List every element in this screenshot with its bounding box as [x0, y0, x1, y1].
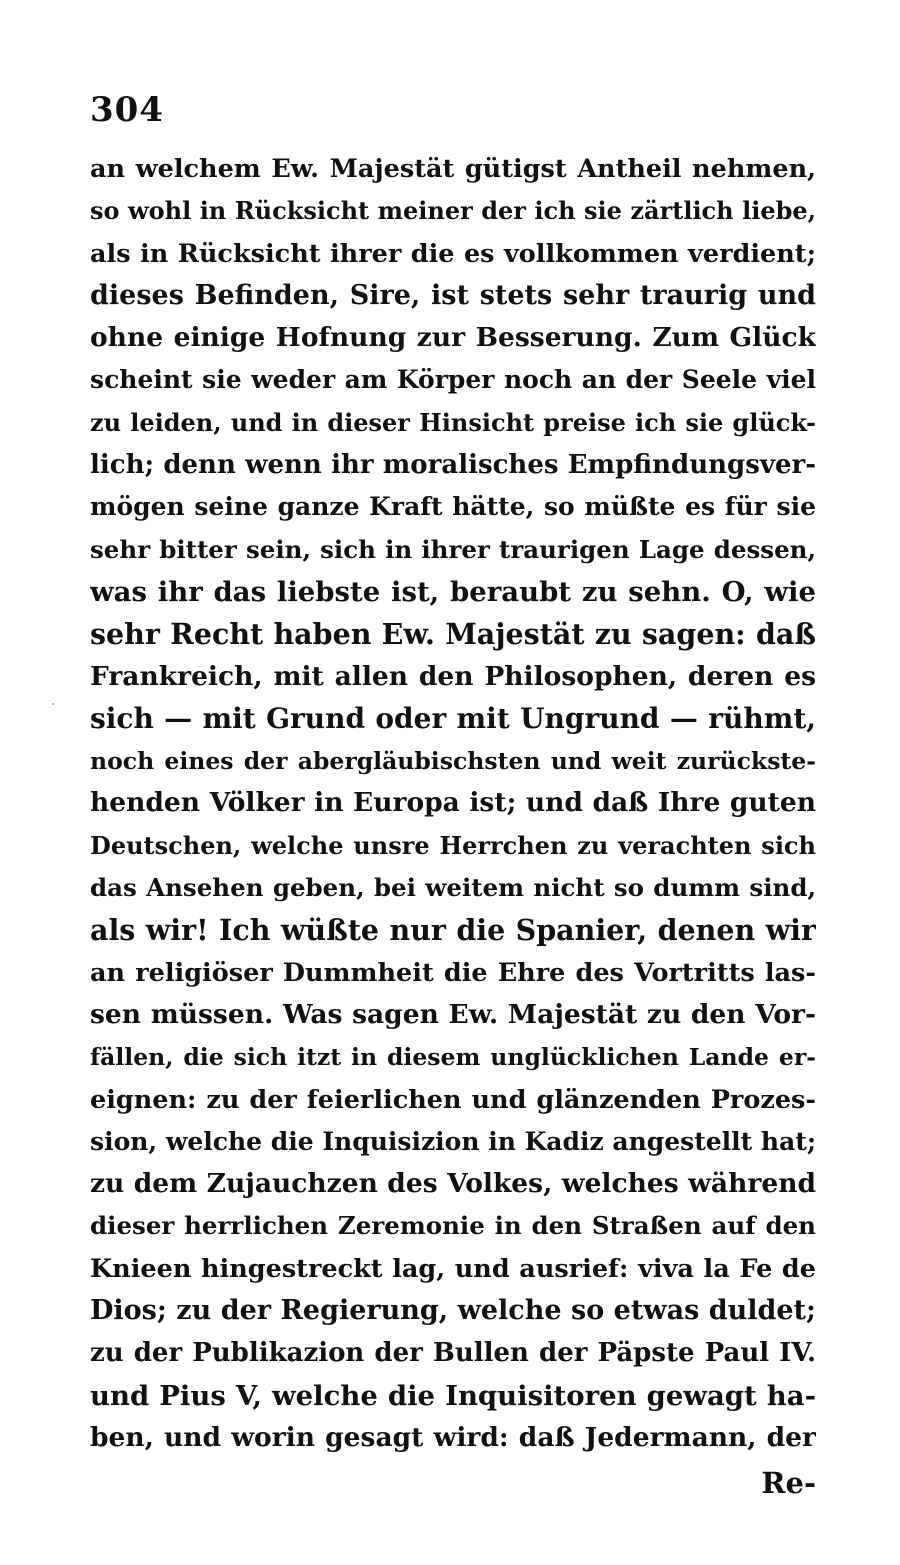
text-line: Deutschen, welche unsre Herrchen zu verachten sich [90, 830, 816, 860]
text-line: sehr Recht haben Ew. Majestät zu sagen: daß [90, 617, 816, 652]
text-line: ohne einige Hofnung zur Besserung. Zum Glück [90, 322, 816, 354]
text-line: Dios; zu der Regierung, welche so etwas duldet; [90, 1295, 816, 1327]
text-line: sen müssen. Was sagen Ew. Majestät zu den Vor- [90, 998, 816, 1030]
text-line: Frankreich, mit allen den Philosophen, deren es [90, 660, 816, 692]
text-line: sion, welche die Inquisizion in Kadiz angestellt hat; [90, 1126, 816, 1156]
text-line: scheint sie weder am Körper noch an der Seele viel [90, 365, 816, 395]
text-line: ben, und worin gesagt wird: daß Jedermann, der [90, 1421, 816, 1453]
text-line: zu dem Zujauchzen des Volkes, welches während [90, 1168, 816, 1200]
text-line: als in Rücksicht ihrer die es vollkommen verdient; [90, 238, 816, 269]
text-line: fällen, die sich itzt in diesem unglücklichen Lande er- [90, 1043, 816, 1072]
text-line: dieses Befinden, Sire, ist stets sehr traurig und [90, 279, 816, 311]
text-line: sich — mit Grund oder mit Ungrund — rühmt, [90, 701, 816, 735]
text-line: das Ansehen geben, bei weitem nicht so dumm sind, [90, 873, 816, 903]
body-text [90, 148, 816, 1459]
text-line: was ihr das liebste ist, beraubt zu sehn. O, wie [90, 575, 816, 608]
page-number: 304 [90, 90, 164, 130]
text-line: zu der Publikazion der Bullen der Päpste Paul IV. [90, 1338, 816, 1369]
text-line: mögen seine ganze Kraft hätte, so müßte es für sie [90, 492, 816, 522]
paper-speck [52, 703, 54, 705]
text-line: zu leiden, und in dieser Hinsicht preise ich sie glück- [90, 407, 816, 437]
text-line: lich; denn wenn ihr moralisches Empfindungsver- [90, 450, 816, 481]
catchword: Re- [761, 1466, 816, 1500]
text-line: als wir! Ich wüßte nur die Spanier, denen wir [90, 913, 816, 948]
text-line: an religiöser Dummheit die Ehre des Vortritts las- [90, 957, 816, 988]
text-line: dieser herrlichen Zeremonie in den Straßen auf den [90, 1211, 816, 1241]
text-line: eignen: zu der feierlichen und glänzenden Prozes- [90, 1084, 816, 1115]
text-line: an welchem Ew. Majestät gütigst Antheil nehmen, [90, 154, 816, 184]
text-line: und Pius V, welche die Inquisitoren gewagt ha- [90, 1379, 816, 1412]
text-line: henden Völker in Europa ist; und daß Ihre guten [90, 787, 816, 819]
text-line: Knieen hingestreckt lag, und ausrief: viva la Fe de [90, 1253, 816, 1284]
text-line: so wohl in Rücksicht meiner der ich sie zärtlich liebe, [90, 196, 816, 226]
text-line: sehr bitter sein, sich in ihrer traurigen Lage dessen, [90, 534, 816, 564]
text-line: noch eines der abergläubischsten und weit zurückste- [90, 747, 816, 776]
